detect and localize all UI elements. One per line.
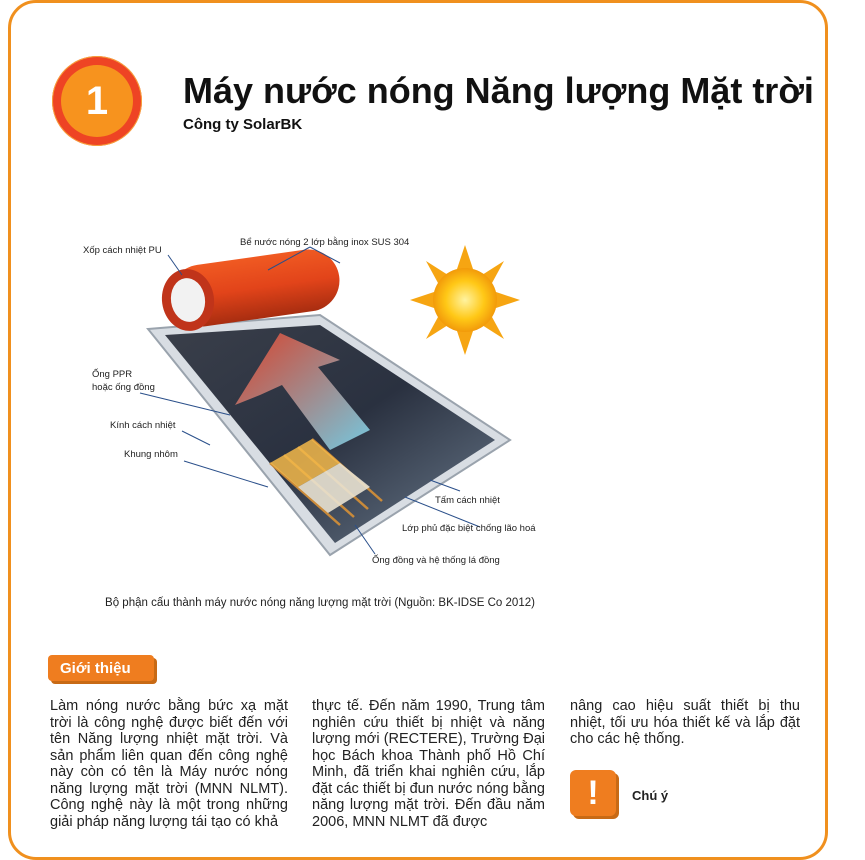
section-heading: Giới thiệu <box>48 655 154 681</box>
label-copper: Ống đồng và hệ thống lá đồng <box>372 555 500 566</box>
body-column-1: Làm nóng nước bằng bức xạ mặt trời là công nghệ được biết đến với tên Năng lượng nhiệt mặt trời. Và sản phẩm liên quan đến công nghệ này còn có tên là Máy nước nóng năng lượng mặt trời (MNN NLMT). Công nghệ này là một trong những giải pháp năng lượng tái tạo có khả <box>50 698 288 830</box>
label-frame: Khung nhôm <box>124 449 178 460</box>
body-column-2: thực tế. Đến năm 1990, Trung tâm nghiên cứu thiết bị nhiệt và năng lượng mới (RECTERE), Trường Đại học Bách khoa Thành phố Hồ Chí Minh, đã triển khai nghiên cứu, lắp đặt các thiết bị đun nước nóng bằng năng lượng mặt trời. Đến đầu năm 2006, MNN NLMT đã được <box>312 698 545 830</box>
warning-icon: ! <box>570 770 616 816</box>
sun-icon <box>410 245 520 355</box>
figure-caption: Bộ phận cấu thành máy nước nóng năng lượng mặt trời (Nguồn: BK-IDSE Co 2012) <box>105 597 535 609</box>
label-foam: Xốp cách nhiệt PU <box>83 245 162 256</box>
note-label: Chú ý <box>632 788 669 803</box>
label-glass: Kính cách nhiệt <box>110 420 176 431</box>
label-pipe-2: hoặc ống đồng <box>92 382 155 393</box>
solar-heater-illustration <box>70 225 590 585</box>
page-subtitle: Công ty SolarBK <box>183 116 303 133</box>
body-column-3: nâng cao hiệu suất thiết bị thu nhiệt, tối ưu hóa thiết kế và lắp đặt cho các hệ thống. <box>570 698 800 747</box>
chapter-number: 1 <box>61 65 133 137</box>
chapter-badge <box>52 56 142 146</box>
label-tank: Bể nước nóng 2 lớp bằng inox SUS 304 <box>240 237 410 248</box>
label-coating: Lớp phủ đặc biệt chống lão hoá <box>402 523 536 534</box>
page-title: Máy nước nóng Năng lượng Mặt trời <box>183 70 814 111</box>
label-insulation: Tấm cách nhiệt <box>435 495 500 506</box>
label-pipe-1: Ống PPR <box>92 369 133 380</box>
